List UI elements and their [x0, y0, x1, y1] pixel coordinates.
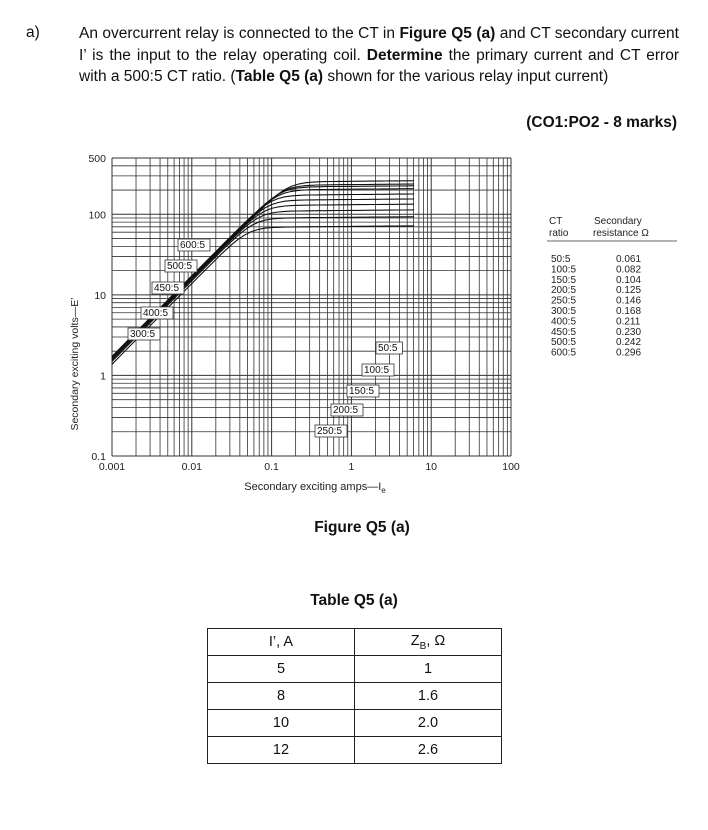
- ct-ratio: 300:5: [551, 306, 577, 317]
- x-tick-label: 1: [348, 461, 355, 473]
- ct-ratio: 600:5: [551, 347, 577, 359]
- curve-label: 500:5: [167, 261, 193, 272]
- table-caption: Table Q5 (a): [310, 592, 398, 609]
- ct-ratio: 50:5: [551, 254, 571, 265]
- table-header-row: [208, 629, 502, 656]
- curve-label: 200:5: [333, 405, 359, 416]
- curve-label: 450:5: [154, 283, 180, 294]
- ct-resistance: 0.211: [616, 316, 641, 328]
- x-tick-label: 0.1: [264, 461, 279, 473]
- y-tick-label: 0.1: [91, 451, 106, 463]
- table-row: [208, 737, 502, 764]
- ct-resistance: 0.230: [616, 326, 642, 338]
- ct-excitation-chart: [0, 140, 708, 510]
- ct-resistance: 0.168: [616, 306, 642, 317]
- ct-ratio: 200:5: [551, 285, 577, 297]
- question-label: a): [26, 24, 40, 41]
- curve-label: 600:5: [180, 240, 206, 251]
- relay-input-table: [207, 628, 502, 764]
- ct-resistance: 0.082: [616, 264, 642, 276]
- figure-caption: Figure Q5 (a): [314, 519, 410, 536]
- cell-current: 8: [208, 683, 355, 710]
- y-tick-label: 10: [94, 289, 106, 302]
- question-text: An overcurrent relay is connected to the CT in Figure Q5 (a) and CT secondary current I’ is the input to the relay operating coil. Determine the primary current and CT error with a 500:5 CT ratio. (Table Q5 (a) shown for the various relay input current): [79, 25, 680, 85]
- ct-ratio: 400:5: [551, 316, 577, 328]
- x-tick-label: 100: [502, 461, 520, 473]
- ct-ratio: 150:5: [551, 274, 577, 286]
- cell-burden: 2.6: [355, 737, 502, 764]
- ct-resistance: 0.061: [616, 254, 642, 265]
- y-axis-label: Secondary exciting volts—E’: [69, 297, 81, 431]
- marks-label: (CO1:PO2 - 8 marks): [526, 114, 677, 131]
- ct-resistance: 0.296: [616, 347, 642, 359]
- x-axis-label: Secondary exciting $amps—I_e$: [244, 481, 386, 495]
- ct-resistance: 0.104: [616, 274, 642, 286]
- x-tick-label: 0.01: [181, 461, 203, 473]
- table-row: [208, 710, 502, 737]
- curve-label: 300:5: [130, 329, 156, 340]
- y-tick-label: 1: [100, 370, 106, 383]
- x-tick-label: 0.001: [98, 461, 126, 473]
- ct-resistance: 0.242: [616, 337, 642, 349]
- ct-ratio: 450:5: [551, 326, 577, 338]
- curve-label: 400:5: [143, 308, 169, 319]
- table-row: [208, 683, 502, 710]
- cell-current: 10: [208, 710, 355, 737]
- ct-ratio: 100:5: [551, 264, 577, 276]
- curve-label: 50:5: [378, 343, 398, 354]
- ct-ratio: 500:5: [551, 337, 577, 349]
- header-current: I’, A: [208, 629, 355, 656]
- ct-table-header: resistance Ω: [593, 228, 649, 239]
- cell-burden: 1.6: [355, 683, 502, 710]
- table-row: [208, 656, 502, 683]
- ct-table-header: ratio: [549, 228, 569, 239]
- header-burden: $Z_B$, Ω: [355, 629, 502, 656]
- cell-current: 5: [208, 656, 355, 683]
- x-tick-label: 10: [425, 461, 438, 473]
- ct-table-header: Secondary: [594, 216, 642, 227]
- ct-resistance-table: [547, 216, 677, 359]
- curve-label: 150:5: [349, 386, 375, 397]
- y-tick-label: 500: [88, 153, 106, 165]
- cell-burden: 2.0: [355, 710, 502, 737]
- cell-burden: 1: [355, 656, 502, 683]
- ct-ratio: 250:5: [551, 295, 577, 307]
- curve-label: 250:5: [317, 426, 343, 437]
- ct-resistance: 0.125: [616, 285, 642, 297]
- ct-resistance: 0.146: [616, 295, 642, 307]
- y-tick-label: 100: [88, 209, 106, 222]
- ct-table-header: CT: [549, 216, 563, 227]
- curve-label: 100:5: [364, 365, 390, 376]
- cell-current: 12: [208, 737, 355, 764]
